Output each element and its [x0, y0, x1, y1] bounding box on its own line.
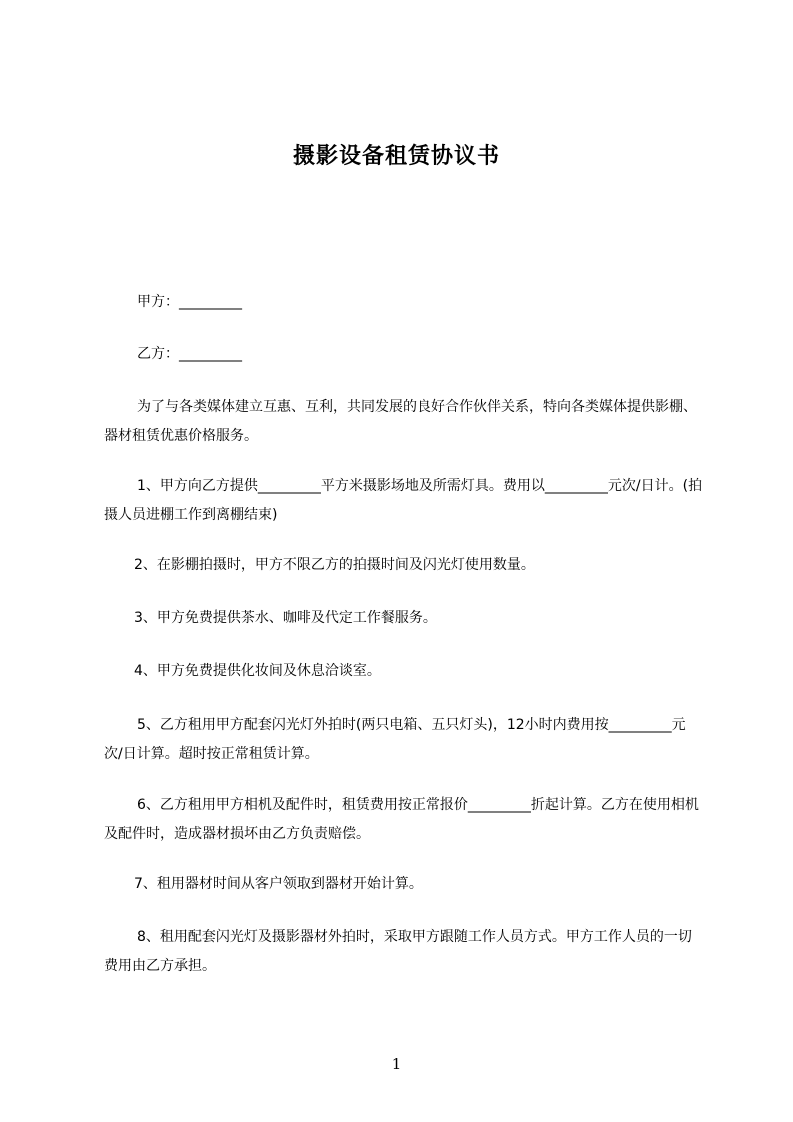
clause-6: 6、乙方租用甲方相机及配件时，租赁费用按正常报价_________折起计算。乙方在使用相机及配件时，造成器材损坏由乙方负责赔偿。: [104, 797, 699, 842]
clause-4: 4、甲方免费提供化妆间及休息洽谈室。: [134, 663, 381, 679]
clause-2: 2、在影棚拍摄时，甲方不限乙方的拍摄时间及闪光灯使用数量。: [134, 557, 535, 573]
intro-paragraph: 为了与各类媒体建立互惠、互利，共同发展的良好合作伙伴关系，特向各类媒体提供影棚、器材租赁优惠价格服务。: [104, 399, 697, 444]
clause-8: 8、租用配套闪光灯及摄影器材外拍时，采取甲方跟随工作人员方式。甲方工作人员的一切费用由乙方承担。: [104, 929, 692, 974]
clause-3: 3、甲方免费提供茶水、咖啡及代定工作餐服务。: [134, 610, 437, 626]
clause-5: 5、乙方租用甲方配套闪光灯外拍时(两只电箱、五只灯头)，12小时内费用按_________元次/日计算。超时按正常租赁计算。: [104, 717, 686, 762]
party-a-line: 甲方：_________: [137, 294, 242, 310]
clause-1: 1、甲方向乙方提供_________平方米摄影场地及所需灯具。费用以_________元次/日计。(拍摄人员进棚工作到离棚结束): [104, 478, 703, 523]
document-title: 摄影设备租赁协议书: [292, 144, 500, 169]
page-number: 1: [391, 1055, 402, 1073]
party-b-line: 乙方：_________: [137, 346, 242, 362]
clause-7: 7、租用器材时间从客户领取到器材开始计算。: [134, 876, 423, 892]
